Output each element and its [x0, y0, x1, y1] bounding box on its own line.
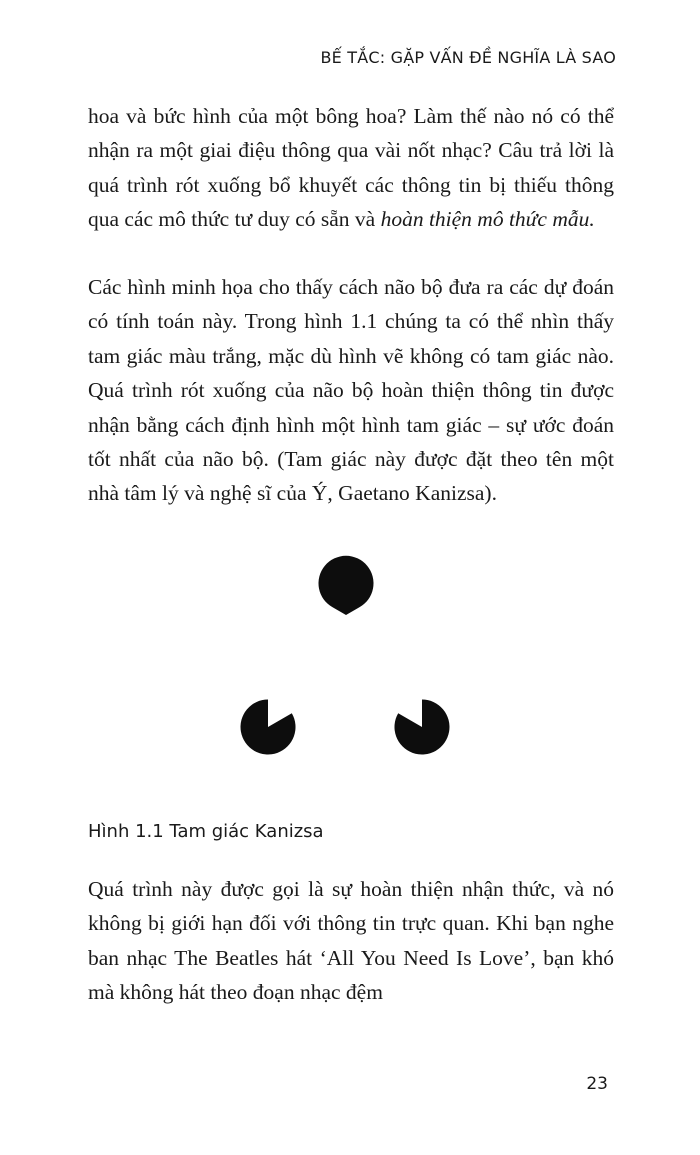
figure-caption: Hình 1.1 Tam giác Kanizsa	[88, 821, 324, 842]
paragraph-1-text: hoa và bức hình của một bông hoa? Làm thế nào nó có thể nhận ra một giai điệu thông qua vài nốt nhạc? Câu trả lời là quá trình rót xuống bổ khuyết các thông tin bị thiếu thông qua các mô thức tư duy có sẵn và	[88, 104, 614, 232]
paragraph-1	[88, 99, 614, 237]
kanizsa-figure	[200, 555, 490, 775]
pacman-bottom-right	[394, 700, 449, 755]
page-number: 23	[586, 1074, 608, 1094]
paragraph-2: Các hình minh họa cho thấy cách não bộ đưa ra các dự đoán có tính toán này. Trong hình 1.1 chúng ta có thể nhìn thấy tam giác màu trắng, mặc dù hình vẽ không có tam giác nào. Quá trình rót xuống của não bộ hoàn thiện thông tin được nhận bằng cách định hình một hình tam giác – sự ước đoán tốt nhất của não bộ. (Tam giác này được đặt theo tên một nhà tâm lý và nghệ sĩ của Ý, Gaetano Kanizsa).	[88, 275, 614, 506]
pacman-bottom-left	[241, 700, 296, 755]
running-header: BẾ TẮC: GẶP VẤN ĐỀ NGHĨA LÀ SAO	[320, 48, 616, 67]
paragraph-3: Quá trình này được gọi là sự hoàn thiện nhận thức, và nó không bị giới hạn đối với thông tin trực quan. Khi bạn nghe ban nhạc The Beatles hát ‘All You Need Is Love’, bạn khó mà không hát theo đoạn nhạc đệm	[88, 877, 614, 1005]
pacman-top	[319, 556, 374, 615]
paragraph-1-emphasis: hoàn thiện mô thức mẫu.	[380, 207, 595, 232]
kanizsa-triangle-illustration	[200, 555, 490, 775]
